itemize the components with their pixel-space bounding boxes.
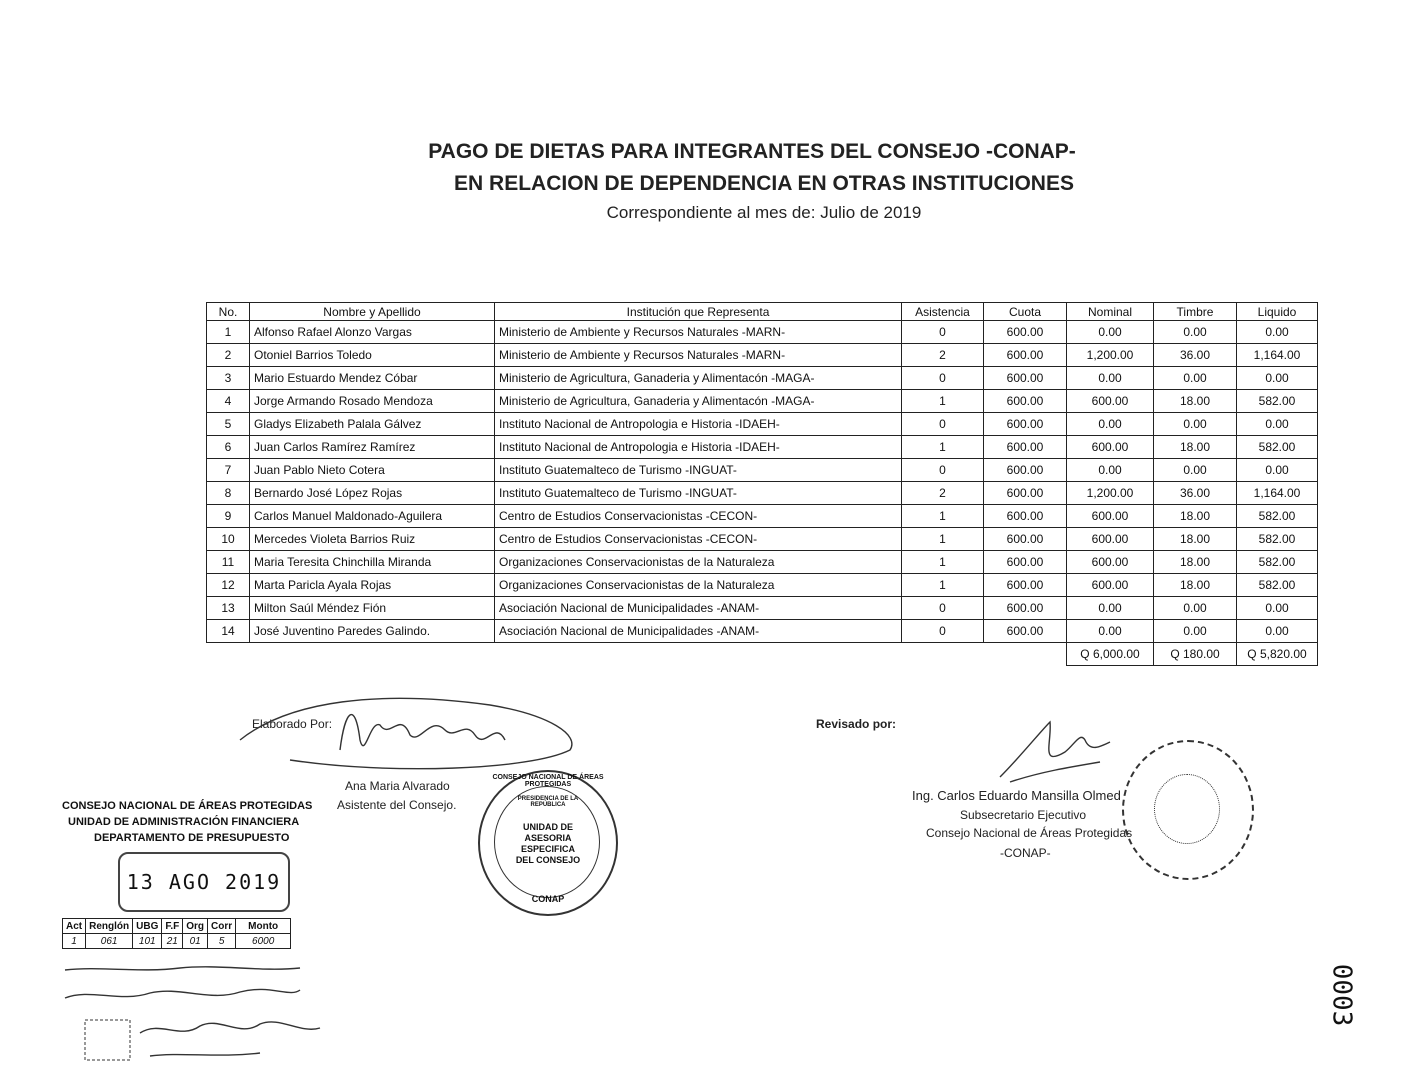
attendance: 1 bbox=[902, 436, 984, 459]
prepared-by-label: Elaborado Por: bbox=[252, 717, 333, 731]
reviewed-by-org: Consejo Nacional de Áreas Protegidas bbox=[926, 826, 1133, 840]
col-header-nominal: Nominal bbox=[1067, 303, 1154, 321]
table-row bbox=[207, 551, 1318, 574]
institution: Asociación Nacional de Municipalidades -ANAM- bbox=[495, 620, 902, 643]
net-amount: 0.00 bbox=[1237, 367, 1318, 390]
stamp-tax: 18.00 bbox=[1154, 505, 1237, 528]
net-amount: 582.00 bbox=[1237, 551, 1318, 574]
member-name: Gladys Elizabeth Palala Gálvez bbox=[250, 413, 495, 436]
reviewed-by-org2: -CONAP- bbox=[1000, 846, 1051, 860]
seal-ring-text2: PRESIDENCIA DE LA REPÚBLICA bbox=[517, 796, 579, 808]
prepared-by-signature bbox=[230, 680, 590, 780]
net-amount: 582.00 bbox=[1237, 505, 1318, 528]
row-number: 8 bbox=[207, 482, 250, 505]
institution: Ministerio de Ambiente y Recursos Naturales -MARN- bbox=[495, 321, 902, 344]
budget-val-corr: 5 bbox=[208, 934, 236, 949]
row-number: 10 bbox=[207, 528, 250, 551]
row-number: 14 bbox=[207, 620, 250, 643]
member-name: Otoniel Barrios Toledo bbox=[250, 344, 495, 367]
row-number: 11 bbox=[207, 551, 250, 574]
member-name: Mario Estuardo Mendez Cóbar bbox=[250, 367, 495, 390]
col-header-attendance: Asistencia bbox=[902, 303, 984, 321]
quota: 600.00 bbox=[984, 436, 1067, 459]
budget-val-renglon: 061 bbox=[86, 934, 133, 949]
document-title-line2: EN RELACION DE DEPENDENCIA EN OTRAS INSTITUCIONES bbox=[454, 172, 1074, 195]
budget-val-act: 1 bbox=[63, 934, 86, 949]
table-row bbox=[207, 390, 1318, 413]
page-number: 0003 bbox=[1326, 963, 1357, 1027]
quota: 600.00 bbox=[984, 597, 1067, 620]
secretariat-seal-inner bbox=[1154, 774, 1220, 844]
institution: Ministerio de Agricultura, Ganaderia y Alimentacón -MAGA- bbox=[495, 367, 902, 390]
table-row bbox=[207, 574, 1318, 597]
net-amount: 0.00 bbox=[1237, 413, 1318, 436]
table-header-row bbox=[207, 303, 1318, 321]
nominal: 600.00 bbox=[1067, 436, 1154, 459]
budget-val-monto: 6000 bbox=[236, 934, 291, 949]
budget-col-renglon: Renglón bbox=[86, 919, 133, 934]
net-amount: 0.00 bbox=[1237, 459, 1318, 482]
quota: 600.00 bbox=[984, 551, 1067, 574]
row-number: 7 bbox=[207, 459, 250, 482]
prepared-by-role: Asistente del Consejo. bbox=[337, 798, 457, 812]
member-name: Mercedes Violeta Barrios Ruiz bbox=[250, 528, 495, 551]
institution: Asociación Nacional de Municipalidades -ANAM- bbox=[495, 597, 902, 620]
quota: 600.00 bbox=[984, 321, 1067, 344]
table-row bbox=[207, 321, 1318, 344]
member-name: Maria Teresita Chinchilla Miranda bbox=[250, 551, 495, 574]
stamp-tax: 18.00 bbox=[1154, 436, 1237, 459]
net-amount: 1,164.00 bbox=[1237, 482, 1318, 505]
stamp-tax: 36.00 bbox=[1154, 482, 1237, 505]
table-row bbox=[207, 413, 1318, 436]
table-row bbox=[207, 505, 1318, 528]
net-amount: 582.00 bbox=[1237, 390, 1318, 413]
payment-table bbox=[206, 302, 1318, 666]
budget-codes-table bbox=[62, 918, 291, 949]
member-name: Juan Carlos Ramírez Ramírez bbox=[250, 436, 495, 459]
nominal: 0.00 bbox=[1067, 413, 1154, 436]
stamp-tax: 0.00 bbox=[1154, 413, 1237, 436]
net-amount: 0.00 bbox=[1237, 620, 1318, 643]
quota: 600.00 bbox=[984, 459, 1067, 482]
institution: Instituto Nacional de Antropologia e Historia -IDAEH- bbox=[495, 413, 902, 436]
net-amount: 1,164.00 bbox=[1237, 344, 1318, 367]
budget-col-monto: Monto bbox=[236, 919, 291, 934]
net-amount: 0.00 bbox=[1237, 597, 1318, 620]
row-number: 9 bbox=[207, 505, 250, 528]
attendance: 1 bbox=[902, 528, 984, 551]
budget-col-org: Org bbox=[183, 919, 208, 934]
quota: 600.00 bbox=[984, 367, 1067, 390]
stamp-tax: 18.00 bbox=[1154, 574, 1237, 597]
quota: 600.00 bbox=[984, 413, 1067, 436]
net-amount: 582.00 bbox=[1237, 574, 1318, 597]
table-row bbox=[207, 436, 1318, 459]
net-amount: 0.00 bbox=[1237, 321, 1318, 344]
row-number: 13 bbox=[207, 597, 250, 620]
institution: Centro de Estudios Conservacionistas -CECON- bbox=[495, 528, 902, 551]
prepared-by-name: Ana Maria Alvarado bbox=[345, 779, 450, 793]
row-number: 5 bbox=[207, 413, 250, 436]
quota: 600.00 bbox=[984, 482, 1067, 505]
nominal: 1,200.00 bbox=[1067, 482, 1154, 505]
quota: 600.00 bbox=[984, 390, 1067, 413]
nominal: 0.00 bbox=[1067, 620, 1154, 643]
institution: Instituto Guatemalteco de Turismo -INGUAT- bbox=[495, 459, 902, 482]
stamp-tax: 0.00 bbox=[1154, 597, 1237, 620]
institution: Ministerio de Ambiente y Recursos Naturales -MARN- bbox=[495, 344, 902, 367]
quota: 600.00 bbox=[984, 574, 1067, 597]
attendance: 1 bbox=[902, 551, 984, 574]
nominal: 0.00 bbox=[1067, 597, 1154, 620]
document-subtitle: Correspondiente al mes de: Julio de 2019 bbox=[606, 203, 922, 222]
reviewed-by-name: Ing. Carlos Eduardo Mansilla Olmed bbox=[912, 788, 1121, 803]
member-name: Jorge Armando Rosado Mendoza bbox=[250, 390, 495, 413]
stamp-tax: 0.00 bbox=[1154, 620, 1237, 643]
stamp-tax: 18.00 bbox=[1154, 528, 1237, 551]
stamp-tax: 0.00 bbox=[1154, 367, 1237, 390]
attendance: 1 bbox=[902, 574, 984, 597]
secretariat-seal bbox=[1122, 740, 1254, 880]
attendance: 0 bbox=[902, 321, 984, 344]
budget-col-ff: F.F bbox=[162, 919, 183, 934]
institution: Instituto Guatemalteco de Turismo -INGUAT- bbox=[495, 482, 902, 505]
row-number: 12 bbox=[207, 574, 250, 597]
stamp-tax: 18.00 bbox=[1154, 390, 1237, 413]
nominal: 0.00 bbox=[1067, 321, 1154, 344]
net-amount: 582.00 bbox=[1237, 436, 1318, 459]
seal-ring-text: CONSEJO NACIONAL DE ÁREAS PROTEGIDAS bbox=[492, 774, 604, 788]
nominal: 600.00 bbox=[1067, 528, 1154, 551]
seal-bottom-text: CONAP bbox=[531, 894, 565, 904]
member-name: Milton Saúl Méndez Fión bbox=[250, 597, 495, 620]
member-name: Bernardo José López Rojas bbox=[250, 482, 495, 505]
net-amount: 582.00 bbox=[1237, 528, 1318, 551]
total-nominal: Q 6,000.00 bbox=[1067, 643, 1154, 666]
conap-seal bbox=[478, 770, 618, 916]
institution: Instituto Nacional de Antropologia e Historia -IDAEH- bbox=[495, 436, 902, 459]
budget-stamp-line2: UNIDAD DE ADMINISTRACIÓN FINANCIERA bbox=[68, 816, 300, 828]
budget-col-act: Act bbox=[63, 919, 86, 934]
budget-stamp-line1: CONSEJO NACIONAL DE ÁREAS PROTEGIDAS bbox=[62, 800, 313, 812]
table-row bbox=[207, 482, 1318, 505]
nominal: 600.00 bbox=[1067, 551, 1154, 574]
attendance: 0 bbox=[902, 413, 984, 436]
table-row bbox=[207, 597, 1318, 620]
reviewed-by-role: Subsecretario Ejecutivo bbox=[960, 808, 1087, 822]
budget-col-corr: Corr bbox=[208, 919, 236, 934]
col-header-quota: Cuota bbox=[984, 303, 1067, 321]
nominal: 600.00 bbox=[1067, 505, 1154, 528]
document-title-line1: PAGO DE DIETAS PARA INTEGRANTES DEL CONSEJO -CONAP- bbox=[428, 140, 1076, 163]
stamp-tax: 0.00 bbox=[1154, 321, 1237, 344]
nominal: 600.00 bbox=[1067, 574, 1154, 597]
totals-row bbox=[207, 643, 1318, 666]
attendance: 0 bbox=[902, 620, 984, 643]
col-header-name: Nombre y Apellido bbox=[250, 303, 495, 321]
reviewed-by-signature bbox=[990, 712, 1120, 792]
institution: Organizaciones Conservacionistas de la Naturaleza bbox=[495, 574, 902, 597]
row-number: 2 bbox=[207, 344, 250, 367]
budget-stamp-line3: DEPARTAMENTO DE PRESUPUESTO bbox=[94, 832, 290, 844]
attendance: 0 bbox=[902, 597, 984, 620]
row-number: 6 bbox=[207, 436, 250, 459]
col-header-stamp: Timbre bbox=[1154, 303, 1237, 321]
total-net: Q 5,820.00 bbox=[1237, 643, 1318, 666]
table-row bbox=[207, 528, 1318, 551]
nominal: 600.00 bbox=[1067, 390, 1154, 413]
date-stamp-box bbox=[118, 852, 290, 912]
quota: 600.00 bbox=[984, 528, 1067, 551]
handwritten-notes bbox=[60, 958, 350, 1073]
attendance: 0 bbox=[902, 459, 984, 482]
nominal: 1,200.00 bbox=[1067, 344, 1154, 367]
seal-center-text: UNIDAD DE ASESORIA ESPECIFICA DEL CONSEJO bbox=[515, 822, 581, 865]
quota: 600.00 bbox=[984, 620, 1067, 643]
attendance: 2 bbox=[902, 482, 984, 505]
stamp-tax: 0.00 bbox=[1154, 459, 1237, 482]
table-row bbox=[207, 459, 1318, 482]
member-name: José Juventino Paredes Galindo. bbox=[250, 620, 495, 643]
row-number: 4 bbox=[207, 390, 250, 413]
total-stamp: Q 180.00 bbox=[1154, 643, 1237, 666]
nominal: 0.00 bbox=[1067, 459, 1154, 482]
row-number: 3 bbox=[207, 367, 250, 390]
nominal: 0.00 bbox=[1067, 367, 1154, 390]
row-number: 1 bbox=[207, 321, 250, 344]
date-stamp: 13 AGO 2019 bbox=[126, 870, 282, 894]
attendance: 2 bbox=[902, 344, 984, 367]
attendance: 0 bbox=[902, 367, 984, 390]
table-row bbox=[207, 367, 1318, 390]
budget-val-ff: 21 bbox=[162, 934, 183, 949]
table-row bbox=[207, 344, 1318, 367]
col-header-net: Liquido bbox=[1237, 303, 1318, 321]
member-name: Marta Paricla Ayala Rojas bbox=[250, 574, 495, 597]
reviewed-by-label: Revisado por: bbox=[816, 717, 897, 731]
quota: 600.00 bbox=[984, 505, 1067, 528]
member-name: Alfonso Rafael Alonzo Vargas bbox=[250, 321, 495, 344]
institution: Ministerio de Agricultura, Ganaderia y Alimentacón -MAGA- bbox=[495, 390, 902, 413]
col-header-no: No. bbox=[207, 303, 250, 321]
budget-val-org: 01 bbox=[183, 934, 208, 949]
member-name: Carlos Manuel Maldonado-Aguilera bbox=[250, 505, 495, 528]
member-name: Juan Pablo Nieto Cotera bbox=[250, 459, 495, 482]
budget-col-ubg: UBG bbox=[133, 919, 162, 934]
budget-val-ubg: 101 bbox=[133, 934, 162, 949]
institution: Centro de Estudios Conservacionistas -CECON- bbox=[495, 505, 902, 528]
stamp-tax: 18.00 bbox=[1154, 551, 1237, 574]
stamp-tax: 36.00 bbox=[1154, 344, 1237, 367]
table-row bbox=[207, 620, 1318, 643]
quota: 600.00 bbox=[984, 344, 1067, 367]
attendance: 1 bbox=[902, 505, 984, 528]
attendance: 1 bbox=[902, 390, 984, 413]
institution: Organizaciones Conservacionistas de la Naturaleza bbox=[495, 551, 902, 574]
col-header-institution: Institución que Representa bbox=[495, 303, 902, 321]
